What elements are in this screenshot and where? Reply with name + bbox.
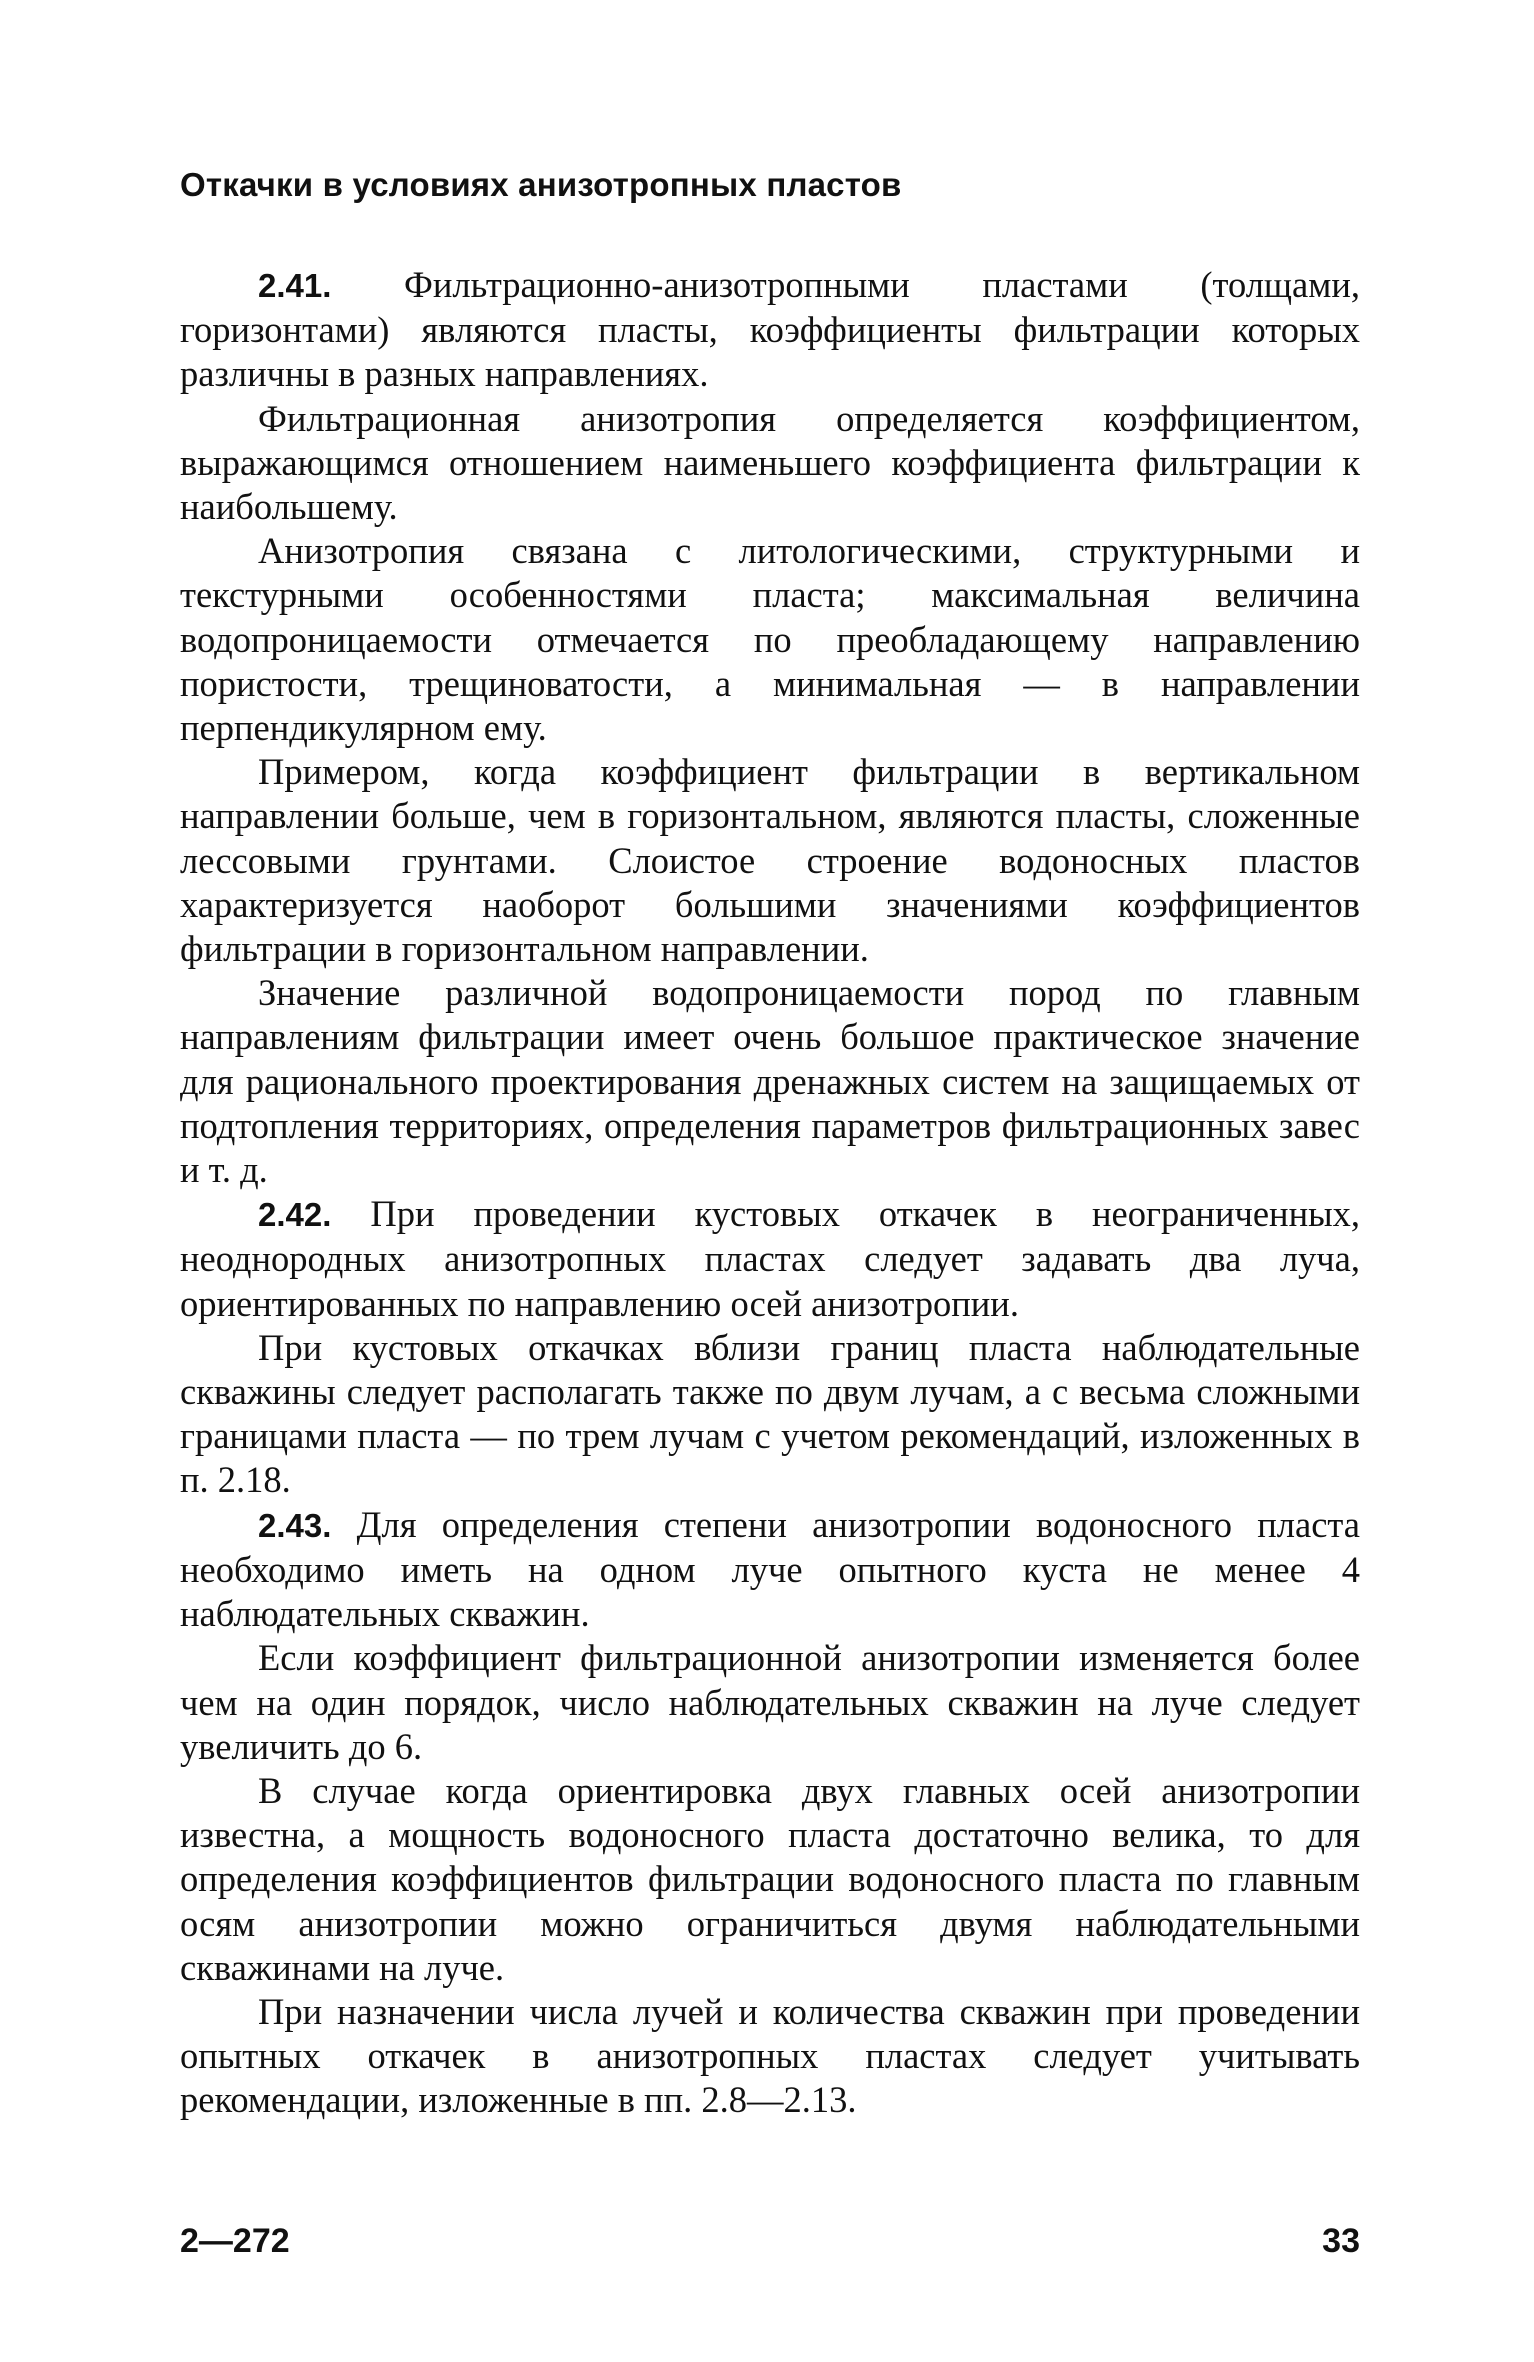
paragraph-text: Если коэффициент фильтрационной анизотропии изменяется более чем на один порядок, число наблюдательных скважин на луче следует увеличить до 6. [180, 1637, 1360, 1767]
paragraph-text: При проведении кустовых откачек в неограниченных, неоднородных анизотропных пластах следует задавать два луча, ориентированных по направлению осей анизотропии. [180, 1193, 1361, 1324]
paragraph-list [180, 263, 1360, 2123]
paragraph [180, 1769, 1360, 1990]
clause-number: 2.42. [258, 1196, 332, 1234]
paragraph [180, 750, 1360, 971]
paragraph [180, 1192, 1360, 1326]
paragraph [180, 1990, 1360, 2123]
page-body [180, 165, 1360, 2123]
paragraph [180, 1636, 1360, 1769]
paragraph-text: Фильтрационно-анизотропными пластами (толщами, горизонтами) являются пласты, коэффициенты фильтрации которых различны в разных направлениях. [180, 264, 1360, 395]
page-footer [180, 2222, 1360, 2272]
paragraph [180, 529, 1360, 750]
paragraph-text: При назначении числа лучей и количества скважин при проведении опытных откачек в анизотропных пластах следует учитывать рекомендации, изложенные в пп. 2.8—2.13. [180, 1990, 1360, 2121]
paragraph-text: Для определения степени анизотропии водоносного пласта необходимо иметь на одном луче опытного куста не менее 4 наблюдательных скважин. [180, 1503, 1360, 1635]
paragraph-text: В случае когда ориентировка двух главных осей анизотропии известна, а мощность водоносного пласта достаточно велика, то для определения коэффициентов фильтрации водоносного пласта по главным осям анизотропии можно ограничиться двумя наблюдательными скважинами на луче. [180, 1769, 1360, 1988]
clause-number: 2.41. [258, 267, 332, 304]
clause-number: 2.43. [258, 1506, 332, 1544]
paragraph-text: Анизотропия связана с литологическими, структурными и текстурными особенностями пласта; максимальная величина водопроницаемости отмечается по преобладающему направлению пористости, трещиноватости, а минимальная — в направлении перпендикулярном ему. [180, 530, 1360, 749]
paragraph-text: При кустовых откачках вблизи границ пласта наблюдательные скважины следует располагать также по двум лучам, а с весьма сложными границами пласта — по трем лучам с учетом рекомендаций, изложенных в п. 2.18. [180, 1326, 1360, 1501]
paragraph [180, 971, 1360, 1192]
paragraph-text: Значение различной водопроницаемости пород по главным направлениям фильтрации имеет очень большое практическое значение для рационального проектирования дренажных систем на защищаемых от подтопления территориях, определения параметров фильтрационных завес и т. д. [180, 972, 1360, 1191]
paragraph [180, 1503, 1360, 1637]
paragraph [180, 397, 1360, 530]
paragraph-text: Фильтрационная анизотропия определяется коэффициентом, выражающимся отношением наименьшего коэффициента фильтрации к наибольшему. [180, 397, 1360, 528]
section-title: Откачки в условиях анизотропных пластов [180, 166, 902, 203]
paragraph [180, 1326, 1360, 1503]
paragraph-text: Примером, когда коэффициент фильтрации в вертикальном направлении больше, чем в горизонтальном, являются пласты, сложенные лессовыми грунтами. Слоистое строение водоносных пластов характеризуется наоборот большими значениями коэффициентов фильтрации в горизонтальном направлении. [180, 751, 1360, 970]
paragraph [180, 263, 1360, 397]
page-number: 33 [1322, 2222, 1360, 2260]
printer-signature: 2—272 [180, 2222, 290, 2260]
